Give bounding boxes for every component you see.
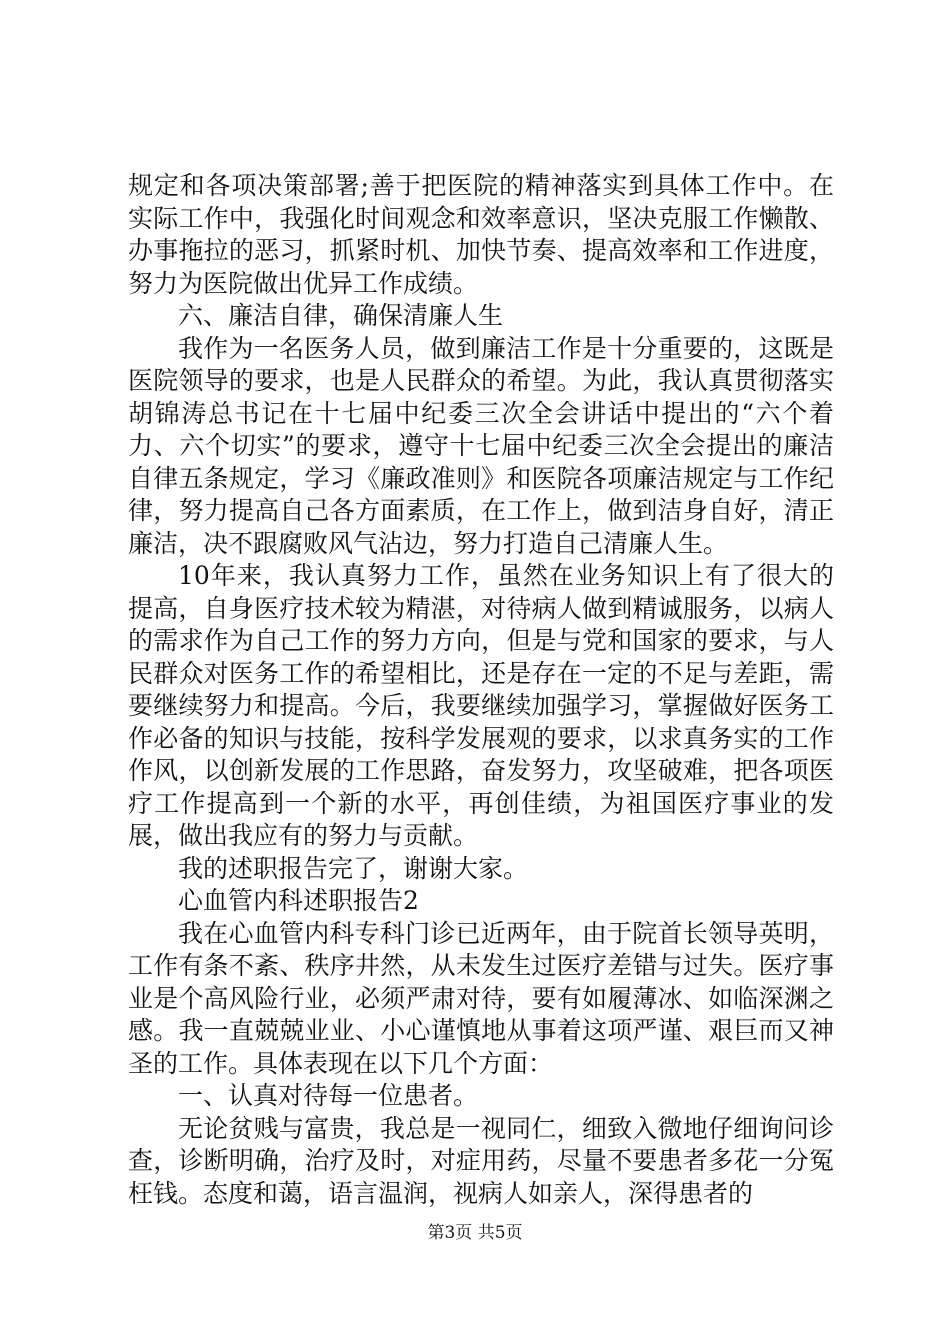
paragraph-closing: 我的述职报告完了，谢谢大家。	[178, 853, 529, 883]
paragraph-continuation: 规定和各项决策部署;善于把医院的精神落实到具体工作中。在实际工作中，我强化时间观念和效率意识，坚决克服工作懒散、办事拖拉的恶习，抓紧时机、加快节奏、提高效率和工作进度，努力为医院做出优异工作成绩。	[128, 171, 834, 298]
report-title-2: 心血管内科述职报告2	[178, 886, 419, 915]
document-body	[128, 170, 834, 1210]
page-number-footer: 第3页 共5页	[427, 1223, 523, 1243]
section-heading-patients: 一、认真对待每一位患者。	[178, 1081, 479, 1110]
paragraph-intro-2: 我在心血管内科专科门诊已近两年，由于院首长领导英明，工作有条不紊、秩序井然，从未发生过医疗差错与过失。医疗事业是个高风险行业，必须严肃对待，要有如履薄冰、如临深渊之感。我一直兢兢业业、小心谨慎地从事着这项严谨、艰巨而又神圣的工作。具体表现在以下几个方面：	[128, 918, 834, 1078]
section-heading-integrity: 六、廉洁自律，确保清廉人生	[178, 301, 504, 330]
paragraph-summary: 10年来，我认真努力工作，虽然在业务知识上有了很大的提高，自身医疗技术较为精湛，对待病人做到精诚服务，以病人的需求作为自己工作的努力方向，但是与党和国家的要求，与人民群众对医务工作的希望相比，还是存在一定的不足与差距，需要继续努力和提高。今后，我要继续加强学习，掌握做好医务工作必备的知识与技能，按科学发展观的要求，以求真务实的工作作风，以创新发展的工作思路，奋发努力，攻坚破难，把各项医疗工作提高到一个新的水平，再创佳绩，为祖国医疗事业的发展，做出我应有的努力与贡献。	[128, 561, 834, 850]
paragraph-integrity: 我作为一名医务人员，做到廉洁工作是十分重要的，这既是医院领导的要求，也是人民群众的希望。为此，我认真贯彻落实胡锦涛总书记在十七届中纪委三次全会讲话中提出的“六个着力、六个切实”的要求，遵守十七届中纪委三次全会提出的廉洁自律五条规定，学习《廉政准则》和医院各项廉洁规定与工作纪律，努力提高自己各方面素质，在工作上，做到洁身自好，清正廉洁，决不跟腐败风气沾边，努力打造自己清廉人生。	[128, 333, 834, 558]
paragraph-patients: 无论贫贱与富贵，我总是一视同仁，细致入微地仔细询问诊查，诊断明确，治疗及时，对症用药，尽量不要患者多花一分冤枉钱。态度和蔼，语言温润，视病人如亲人，深得患者的	[128, 1113, 834, 1208]
